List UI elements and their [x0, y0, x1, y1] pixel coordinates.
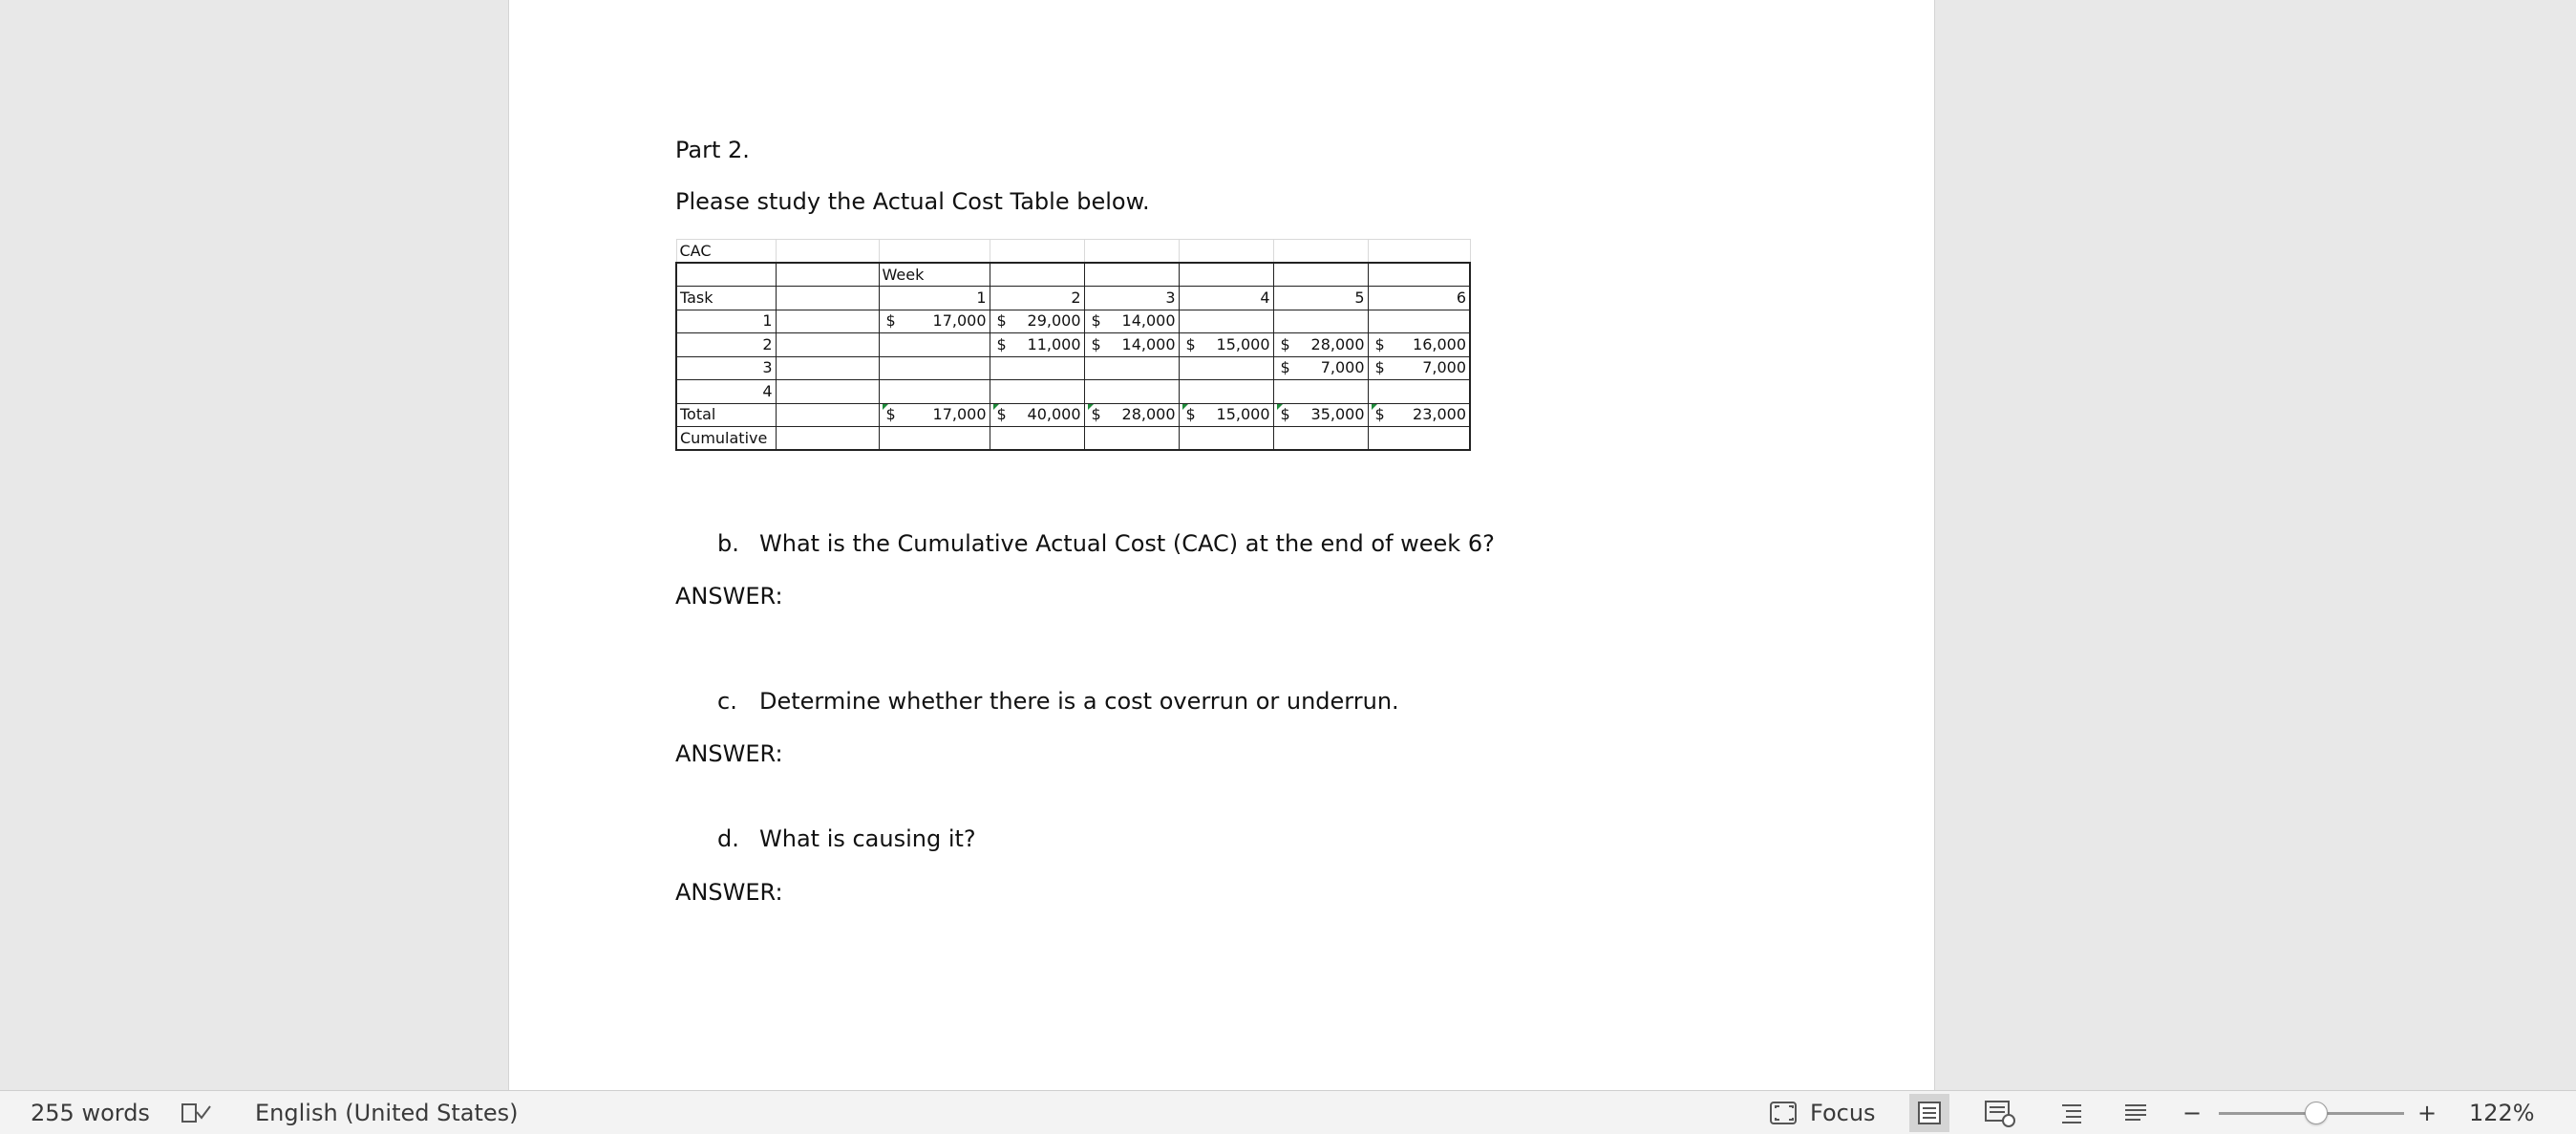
table-row: [676, 310, 1470, 333]
currency-symbol: $: [1185, 405, 1196, 424]
currency-symbol: $: [996, 334, 1007, 353]
week-number-cell: 6: [1368, 287, 1470, 310]
cost-cell: [1273, 333, 1368, 357]
total-value: 23,000: [1413, 405, 1466, 424]
task-number-cell: 4: [676, 380, 776, 404]
cost-value: 29,000: [1027, 311, 1081, 331]
question-marker: b.: [717, 530, 739, 557]
cost-cell: [1179, 333, 1273, 357]
cost-cell: [1084, 356, 1179, 380]
currency-symbol: $: [1280, 358, 1290, 377]
document-page[interactable]: [508, 0, 1935, 1090]
total-value: 40,000: [1027, 405, 1081, 424]
cost-cell: [1179, 380, 1273, 404]
cost-cell: [1273, 310, 1368, 333]
table-row: [676, 287, 1470, 310]
total-value: 17,000: [932, 405, 987, 424]
cost-value: 14,000: [1121, 334, 1176, 353]
currency-symbol: $: [1091, 405, 1101, 424]
cost-cell: [1084, 380, 1179, 404]
cost-cell: [990, 310, 1084, 333]
question-text: What is the Cumulative Actual Cost (CAC) at the end of week 6?: [759, 530, 1495, 557]
zoom-out-button[interactable]: −: [2182, 1100, 2203, 1126]
cost-cell: [990, 356, 1084, 380]
currency-symbol: $: [1374, 358, 1385, 377]
focus-button[interactable]: Focus: [1810, 1100, 1876, 1126]
week-number-cell: 3: [1084, 287, 1179, 310]
cost-cell: [879, 380, 990, 404]
cost-cell: [1179, 310, 1273, 333]
cost-value: 16,000: [1413, 334, 1466, 353]
cost-cell: [1273, 356, 1368, 380]
table-row: [676, 333, 1470, 357]
cumulative-label-cell: Cumulative: [676, 427, 776, 451]
task-header-cell: Task: [676, 287, 776, 310]
cost-cell: [879, 333, 990, 357]
answer-label-c: ANSWER:: [675, 740, 783, 767]
part-heading: Part 2.: [675, 137, 750, 163]
currency-symbol: $: [885, 311, 896, 331]
zoom-level[interactable]: 122%: [2469, 1100, 2535, 1126]
answer-label-d: ANSWER:: [675, 879, 783, 906]
cost-value: 7,000: [1320, 358, 1365, 377]
total-value: 15,000: [1216, 405, 1270, 424]
table-title-cell: CAC: [676, 240, 776, 264]
currency-symbol: $: [1280, 405, 1290, 424]
cost-value: 17,000: [932, 311, 987, 331]
question-text: What is causing it?: [759, 825, 976, 852]
week-number-cell: 5: [1273, 287, 1368, 310]
cost-cell: [990, 333, 1084, 357]
currency-symbol: $: [1280, 334, 1290, 353]
currency-symbol: $: [1091, 334, 1101, 353]
currency-symbol: $: [996, 405, 1007, 424]
word-count[interactable]: 255 words: [31, 1100, 150, 1126]
cost-cell: [990, 380, 1084, 404]
cost-value: 7,000: [1422, 358, 1466, 377]
cost-cell: [1368, 356, 1470, 380]
status-bar: [0, 1090, 2576, 1134]
question-text: Determine whether there is a cost overrun or underrun.: [759, 688, 1399, 715]
task-number-cell: 1: [676, 310, 776, 333]
cost-cell: [879, 356, 990, 380]
week-number-cell: 2: [990, 287, 1084, 310]
cost-value: 14,000: [1121, 311, 1176, 331]
cost-cell: [1368, 380, 1470, 404]
draft-view-icon[interactable]: [2116, 1094, 2156, 1132]
cost-cell: [879, 310, 990, 333]
language-indicator[interactable]: English (United States): [255, 1100, 519, 1126]
question-marker: d.: [717, 825, 739, 852]
week-header-cell: Week: [879, 263, 990, 287]
currency-symbol: $: [1374, 405, 1385, 424]
cost-cell: [1368, 333, 1470, 357]
table-row: [676, 427, 1470, 451]
week-number-cell: 1: [879, 287, 990, 310]
currency-symbol: $: [1091, 311, 1101, 331]
cost-cell: [1084, 310, 1179, 333]
cost-value: 11,000: [1027, 334, 1081, 353]
total-value: 28,000: [1121, 405, 1176, 424]
currency-symbol: $: [885, 405, 896, 424]
table-row: [676, 240, 1470, 264]
print-layout-icon[interactable]: [1909, 1094, 1949, 1132]
currency-symbol: $: [996, 311, 1007, 331]
web-layout-icon[interactable]: [1980, 1094, 2020, 1132]
cost-value: 28,000: [1310, 334, 1365, 353]
table-row: [676, 356, 1470, 380]
total-value: 35,000: [1310, 405, 1365, 424]
answer-label-b: ANSWER:: [675, 583, 783, 610]
currency-symbol: $: [1185, 334, 1196, 353]
cost-cell: [1084, 333, 1179, 357]
task-number-cell: 3: [676, 356, 776, 380]
week-number-cell: 4: [1179, 287, 1273, 310]
instruction-text: Please study the Actual Cost Table below.: [675, 188, 1150, 215]
total-label-cell: Total: [676, 403, 776, 427]
proofing-icon[interactable]: [180, 1091, 212, 1134]
cost-cell: [1368, 310, 1470, 333]
currency-symbol: $: [1374, 334, 1385, 353]
focus-icon[interactable]: [1769, 1091, 1799, 1134]
table-row: [676, 263, 1470, 287]
outline-view-icon[interactable]: [2052, 1094, 2092, 1132]
question-marker: c.: [717, 688, 737, 715]
zoom-in-button[interactable]: +: [2417, 1100, 2438, 1126]
table-row: [676, 403, 1470, 427]
zoom-slider-handle[interactable]: [2305, 1102, 2328, 1124]
actual-cost-table[interactable]: [675, 239, 1471, 451]
task-number-cell: 2: [676, 333, 776, 357]
table-row: [676, 380, 1470, 404]
cost-cell: [1273, 380, 1368, 404]
cost-cell: [1179, 356, 1273, 380]
cost-value: 15,000: [1216, 334, 1270, 353]
